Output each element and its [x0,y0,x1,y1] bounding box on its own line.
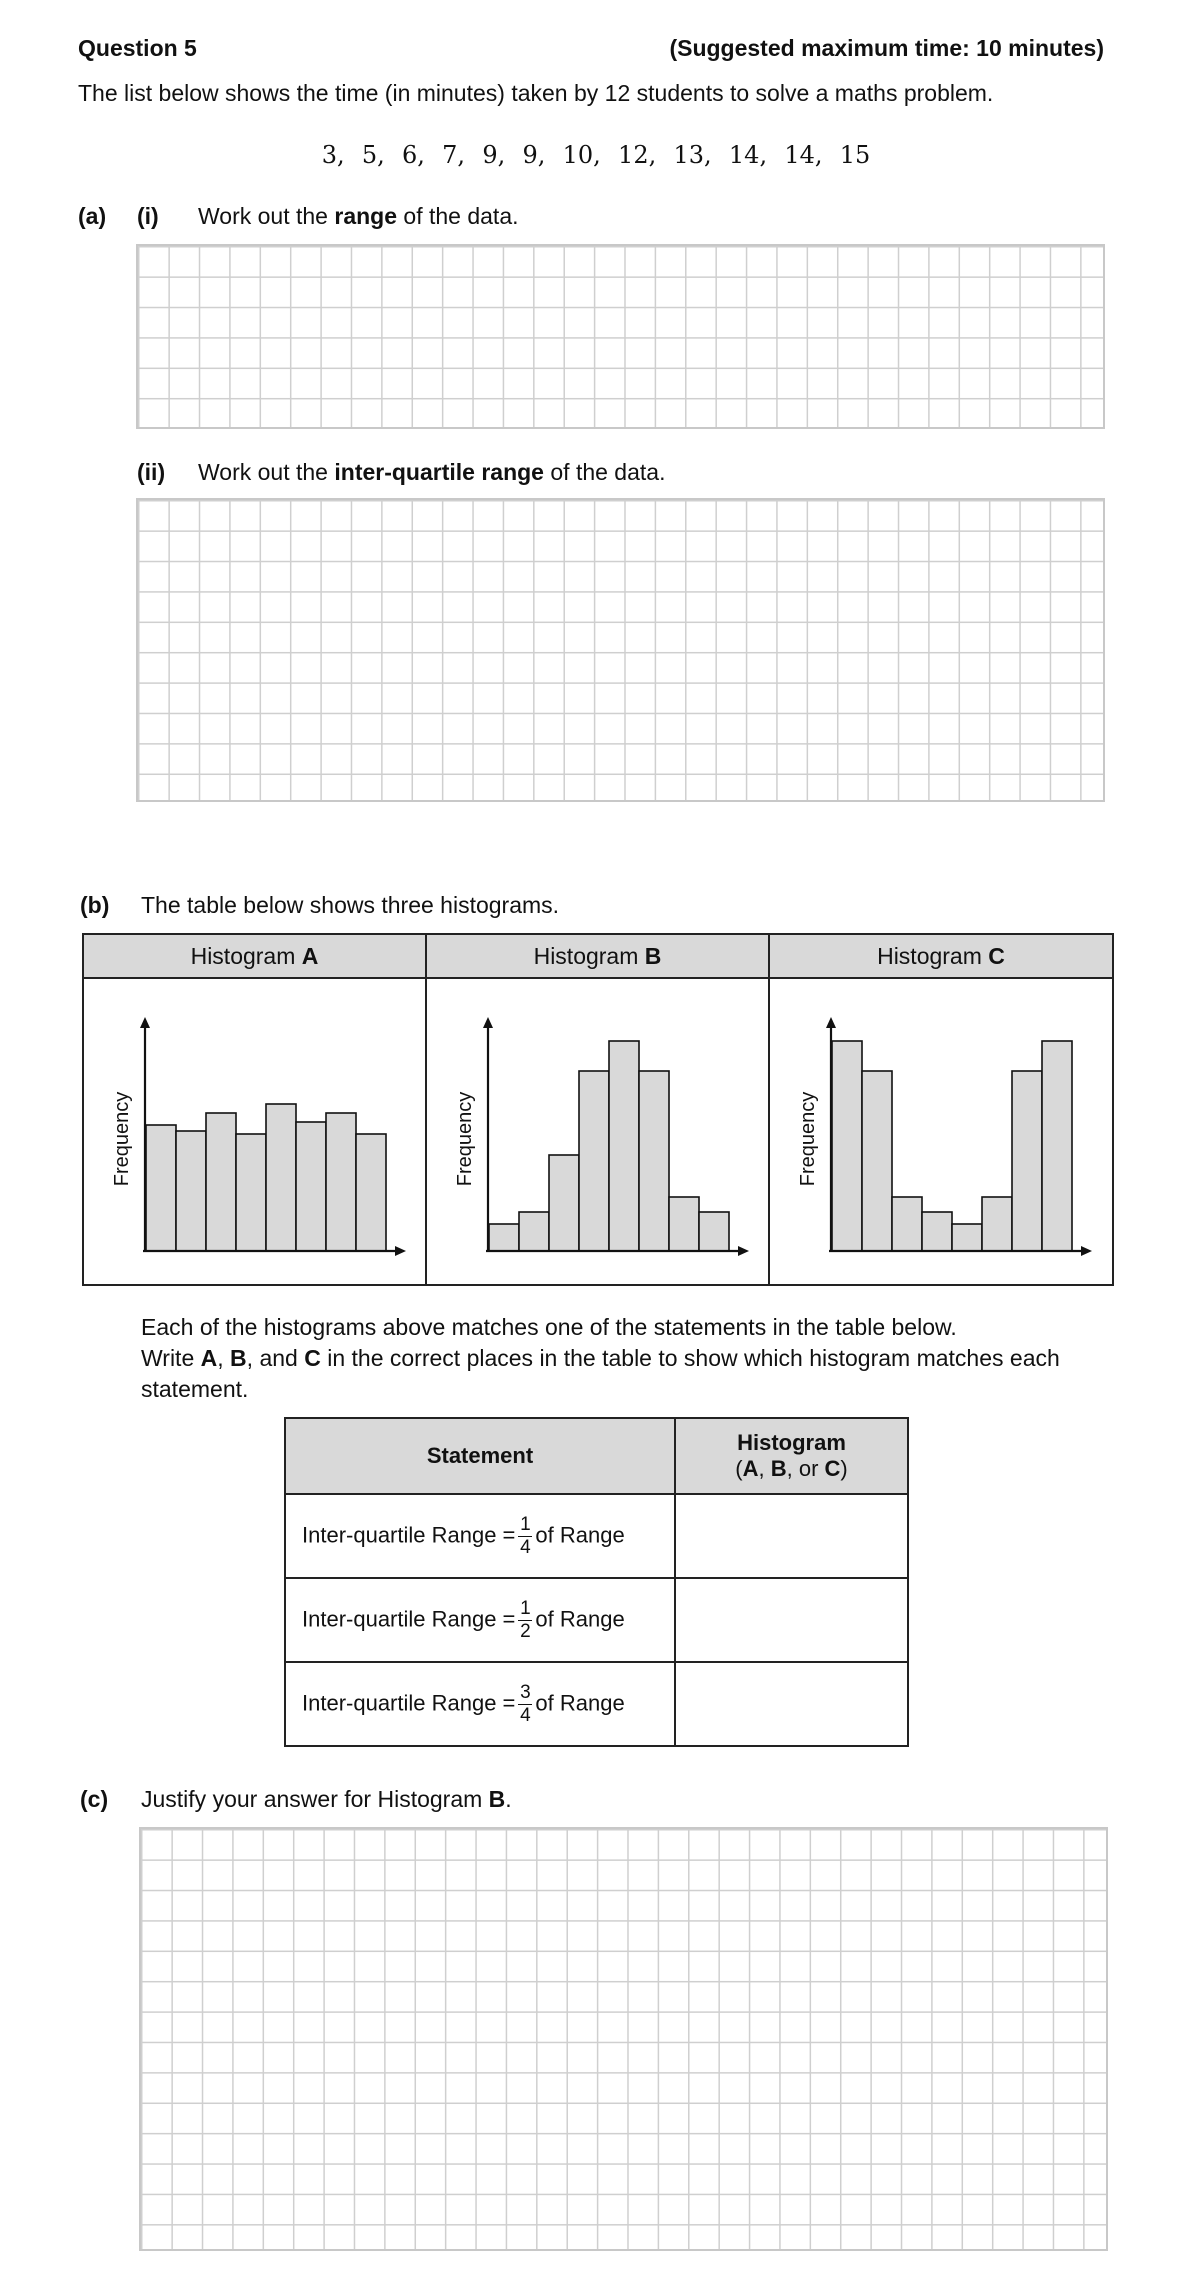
y-axis-label: Frequency [111,1091,133,1187]
data-list: 3, 5, 6, 7, 9, 9, 10, 12, 13, 14, 14, 15 [321,141,871,169]
intro-text: The list below shows the time (in minutes) taken by 12 students to solve a maths problem. [78,80,994,106]
histogram-c-header: Histogram C [769,934,1113,978]
histogram-a-chart [84,979,423,1279]
histogram-bar [982,1197,1012,1251]
histogram-bar [519,1212,549,1251]
statement-row [285,1662,908,1746]
y-axis-arrow-icon [483,1017,493,1028]
histogram-b-header: Histogram B [426,934,769,978]
histogram-bar [699,1212,729,1251]
instructions-line-2: Write A, B, and C in the correct places in the table to show which histogram matches each [141,1345,1060,1371]
fraction: $\frac{3}{4}$ [520,1681,531,1726]
histogram-c-cell [769,978,1113,1285]
answer-cell-1[interactable] [675,1494,908,1578]
instructions-line-1: Each of the histograms above matches one of the statements in the table below. [141,1314,957,1340]
part-a-label: (a) [78,203,107,229]
fraction: $\frac{1}{4}$ [520,1513,531,1558]
histogram-bar [892,1197,922,1251]
y-axis-label: Frequency [797,1091,819,1187]
part-a-i-label: (i) [137,203,159,229]
answer-grid-a-ii[interactable] [136,498,1105,802]
answer-grid-a-i[interactable] [136,244,1105,429]
answer-cell-3[interactable] [675,1662,908,1746]
histogram-bar [296,1122,326,1251]
histogram-bar [639,1071,669,1251]
statement-cell: Inter-quartile Range = $\frac{1}{2}$ of Range [285,1578,675,1662]
histogram-table [82,933,1114,1286]
part-c-label: (c) [80,1786,109,1812]
histogram-bar [146,1125,176,1251]
histogram-b-chart [427,979,766,1279]
time-note: (Suggested maximum time: 10 minutes) [669,35,1104,61]
histogram-bar [922,1212,952,1251]
answer-grid-c[interactable] [139,1827,1108,2251]
y-axis-arrow-icon [140,1017,150,1028]
fraction: $\frac{1}{2}$ [520,1597,531,1642]
part-a-ii-label: (ii) [137,459,166,485]
histogram-b-cell [426,978,769,1285]
x-axis-arrow-icon [1081,1246,1092,1256]
statement-row [285,1578,908,1662]
instructions-line-3: statement. [141,1376,249,1402]
question-label: Question 5 [78,35,197,61]
histogram-bar [236,1134,266,1251]
part-b-intro: The table below shows three histograms. [141,892,560,918]
part-b-label: (b) [80,892,110,918]
part-c-question: Justify your answer for Histogram B. [141,1786,512,1812]
histogram-bar [952,1224,982,1251]
histogram-bar [176,1131,206,1251]
histogram-bar [669,1197,699,1251]
statement-header: Statement [285,1418,675,1494]
y-axis-arrow-icon [826,1017,836,1028]
histogram-bar [549,1155,579,1251]
histogram-bar [1012,1071,1042,1251]
part-a-i-question: Work out the range of the data. [198,203,519,229]
histogram-bar [609,1041,639,1251]
histogram-c-chart [770,979,1110,1279]
histogram-bar [1042,1041,1072,1251]
y-axis-label: Frequency [454,1091,476,1187]
part-a-ii-question: Work out the inter-quartile range of the data. [198,459,666,485]
histogram-bar [489,1224,519,1251]
histogram-bar [862,1071,892,1251]
statement-cell: Inter-quartile Range = $\frac{3}{4}$ of Range [285,1662,675,1746]
histogram-bar [266,1104,296,1251]
statement-cell: Inter-quartile Range = $\frac{1}{4}$ of Range [285,1494,675,1578]
histogram-bar [206,1113,236,1251]
histogram-a-header: Histogram A [83,934,426,978]
histogram-bar [326,1113,356,1251]
statement-table [284,1417,909,1747]
histogram-bar [356,1134,386,1251]
histogram-a-cell [83,978,426,1285]
answer-cell-2[interactable] [675,1578,908,1662]
histogram-bar [832,1041,862,1251]
statement-row [285,1494,908,1578]
x-axis-arrow-icon [738,1246,749,1256]
x-axis-arrow-icon [395,1246,406,1256]
histogram-bar [579,1071,609,1251]
histogram-answer-header: Histogram (A, B, or C) [675,1418,908,1494]
